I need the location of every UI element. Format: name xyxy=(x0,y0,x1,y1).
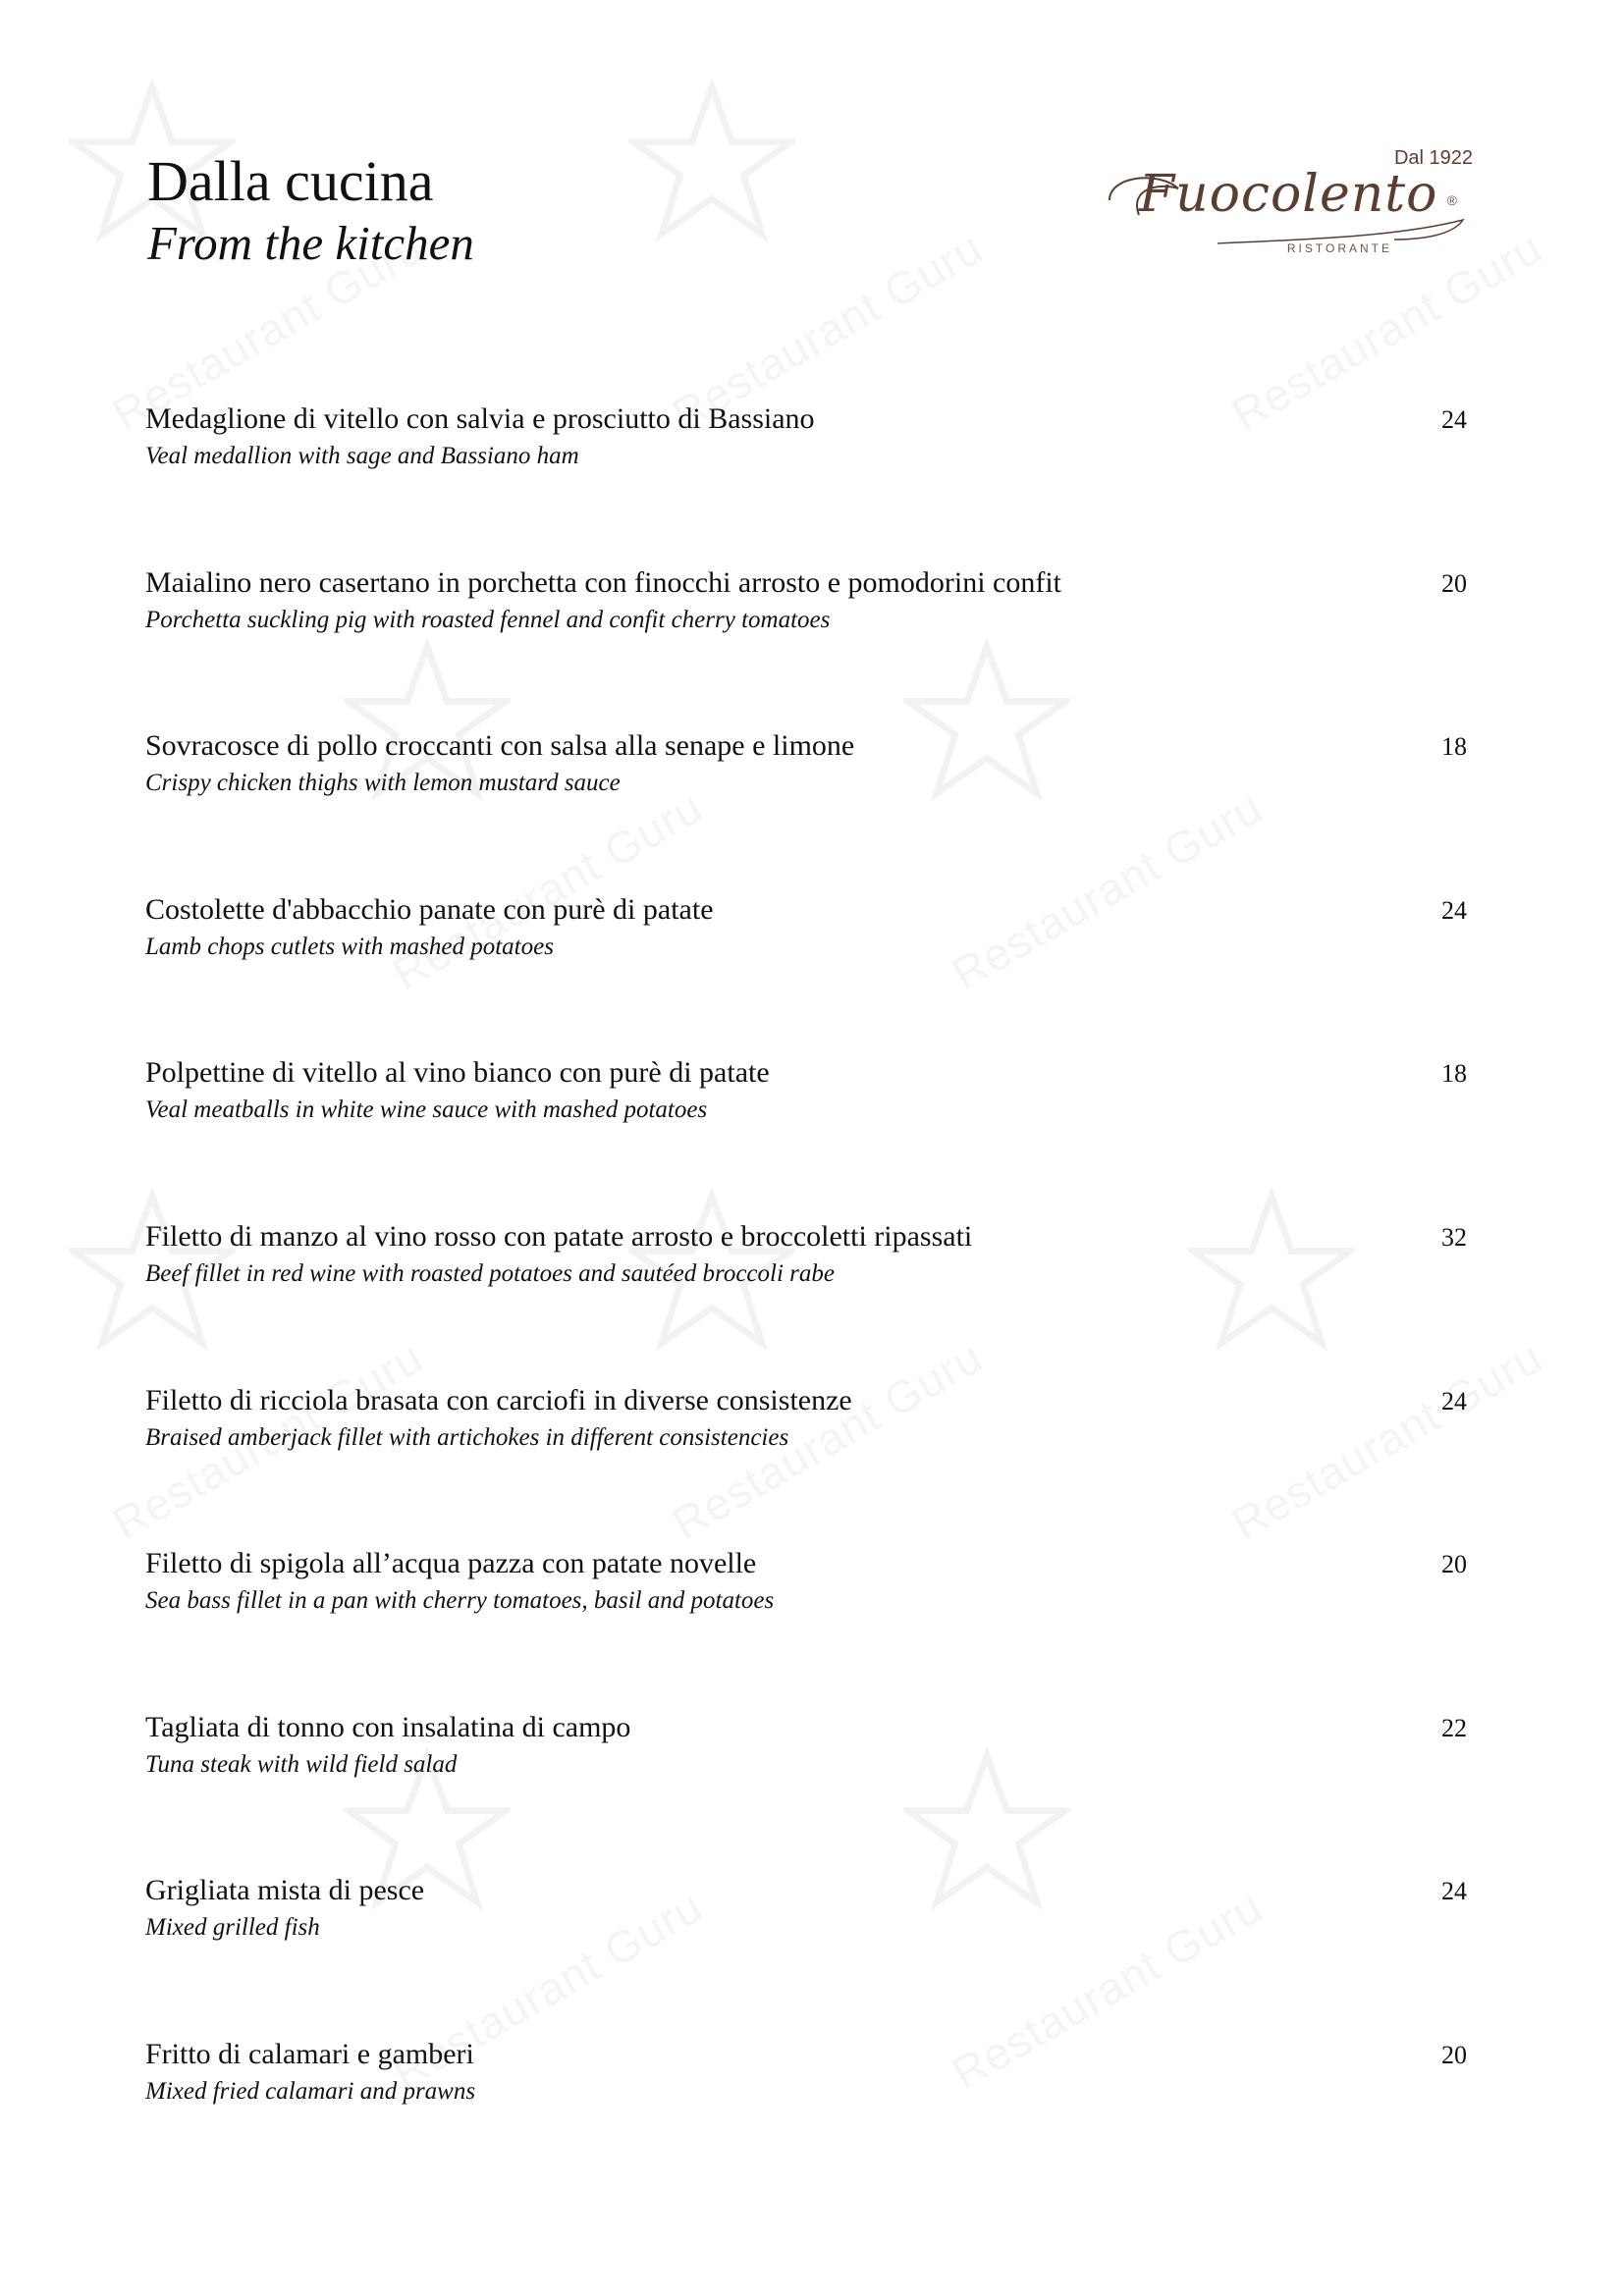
menu-item xyxy=(145,564,1467,728)
menu-item xyxy=(145,891,1467,1055)
menu-item-name: Fritto di calamari e gamberi xyxy=(145,2037,474,2070)
menu-item-price: 20 xyxy=(1441,2040,1467,2069)
menu-item-description: Lamb chops cutlets with mashed potatoes xyxy=(145,933,554,960)
menu-item-name: Tagliata di tonno con insalatina di campo xyxy=(145,1710,631,1743)
menu-item-description: Crispy chicken thighs with lemon mustard sauce xyxy=(145,770,621,797)
menu-item-price: 24 xyxy=(1441,1386,1467,1415)
logo-name: Fuocolento xyxy=(1139,165,1438,224)
menu-item-description: Veal meatballs in white wine sauce with mashed potatoes xyxy=(145,1096,708,1124)
menu-item-description: Mixed grilled fish xyxy=(145,1914,320,1942)
page-subtitle: From the kitchen xyxy=(147,216,474,270)
logo-since: Dal 1922 xyxy=(1393,147,1473,169)
menu-item-description: Braised amberjack fillet with artichokes in different consistencies xyxy=(145,1423,789,1451)
menu-item-description: Sea bass fillet in a pan with cherry tomatoes, basil and potatoes xyxy=(145,1587,775,1615)
menu-item-price: 24 xyxy=(1441,895,1467,925)
page-header xyxy=(147,149,474,273)
menu-item-name: Costolette d'abbacchio panate con purè di patate xyxy=(145,892,714,926)
menu-item xyxy=(145,1872,1467,2036)
menu-item-description: Beef fillet in red wine with roasted potatoes and sautéed broccoli rabe xyxy=(145,1259,835,1287)
menu-item xyxy=(145,1382,1467,1546)
menu-item-price: 20 xyxy=(1441,568,1467,598)
menu-item-price: 32 xyxy=(1441,1222,1467,1252)
restaurant-logo xyxy=(1100,147,1473,265)
menu-list xyxy=(145,400,1467,2200)
menu-item-name: Polpettine di vitello al vino bianco con purè di patate xyxy=(145,1056,770,1090)
menu-item xyxy=(145,1709,1467,1873)
menu-item-price: 24 xyxy=(1441,1877,1467,1906)
menu-item-name: Sovracosce di pollo croccanti con salsa alla senape e limone xyxy=(145,729,855,763)
menu-item xyxy=(145,727,1467,891)
page-title: Dalla cucina xyxy=(147,149,434,213)
menu-item-description: Mixed fried calamari and prawns xyxy=(145,2077,476,2105)
menu-item xyxy=(145,400,1467,564)
menu-item xyxy=(145,2036,1467,2200)
menu-item-description: Porchetta suckling pig with roasted fennel and confit cherry tomatoes xyxy=(145,606,831,633)
menu-item-name: Filetto di manzo al vino rosso con patate arrosto e broccoletti ripassati xyxy=(145,1219,973,1253)
menu-item-price: 18 xyxy=(1441,1059,1467,1089)
menu-item-price: 20 xyxy=(1441,1550,1467,1579)
menu-item-name: Maialino nero casertano in porchetta con finocchi arrosto e pomodorini confit xyxy=(145,565,1062,599)
logo-tagline: RISTORANTE xyxy=(1286,241,1392,255)
menu-item-price: 22 xyxy=(1441,1713,1467,1742)
menu-item-price: 18 xyxy=(1441,732,1467,762)
menu-item-description: Tuna steak with wild field salad xyxy=(145,1750,458,1778)
menu-item-description: Veal medallion with sage and Bassiano ham xyxy=(145,443,579,469)
menu-item-name: Medaglione di vitello con salvia e prosciutto di Bassiano xyxy=(145,402,815,435)
menu-item-name: Filetto di spigola all’acqua pazza con patate novelle xyxy=(145,1547,757,1580)
menu-item xyxy=(145,1545,1467,1709)
menu-item-price: 24 xyxy=(1441,405,1467,434)
menu-item-name: Grigliata mista di pesce xyxy=(145,1874,425,1907)
menu-item-name: Filetto di ricciola brasata con carciofi in diverse consistenze xyxy=(145,1383,852,1416)
fork-star-watermark-icon xyxy=(628,79,795,245)
logo-registered-mark: ® xyxy=(1446,192,1457,208)
menu-item xyxy=(145,1054,1467,1218)
menu-item xyxy=(145,1218,1467,1382)
